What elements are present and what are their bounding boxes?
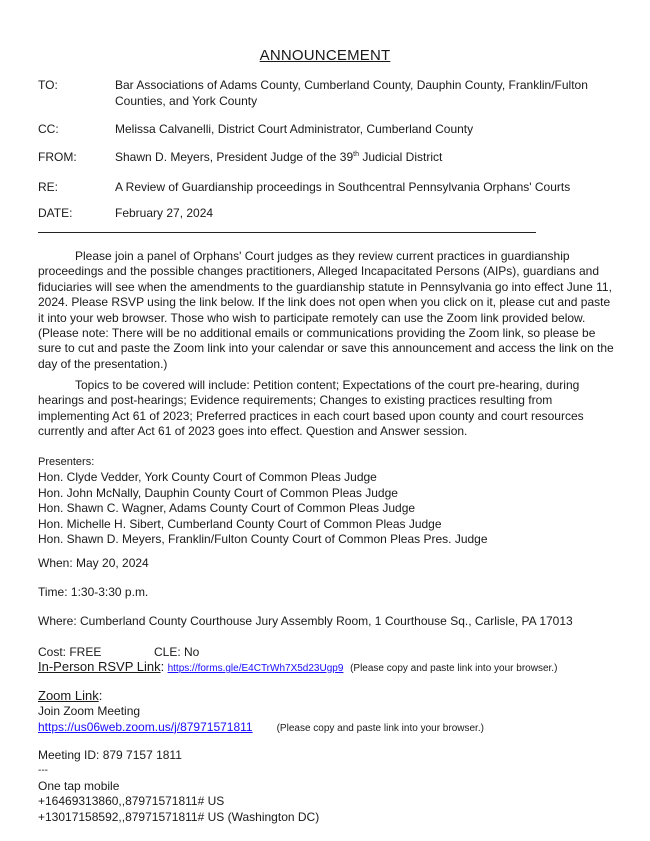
intro-paragraph: Please join a panel of Orphans' Court judges as they review current practices in guardianship proceedings and the possible changes practitioners, Alleged Incapacitated Persons (AIPs), guardians and fiduciaries will see when the amendments to the guardianship statute in Pennsylvania go into effect June 11, 2024. Please RSVP using the link below. If the link does not open when you click on it, please cut and paste it into your web browser. Those who wish to participate remotely can use the Zoom link provided below. (Please note: There will be no additional emails or communications providing the Zoom link, so please be sure to cut and paste the Zoom link into your calendar or save this announcement and access the link on the day of the presentation.) xyxy=(38,249,614,371)
header-divider xyxy=(38,232,536,233)
one-tap-heading: One tap mobile xyxy=(38,778,120,793)
phone-number: +16469313860,,87971571811# US xyxy=(38,794,225,809)
to-label: TO: xyxy=(38,78,58,92)
rsvp-row xyxy=(38,659,557,676)
date-value: February 27, 2024 xyxy=(115,206,214,220)
presenter-item: Hon. Michelle H. Sibert, Cumberland County Court of Common Pleas Judge xyxy=(38,516,442,531)
re-value: A Review of Guardianship proceedings in Southcentral Pennsylvania Orphans' Courts xyxy=(115,180,571,194)
zoom-join-text: Join Zoom Meeting xyxy=(38,704,141,719)
time-text: Time: 1:30-3:30 p.m. xyxy=(38,585,149,599)
meeting-info xyxy=(38,748,319,825)
zoom-section xyxy=(38,688,484,736)
rsvp-note: (Please copy and paste link into your browser.) xyxy=(350,663,558,674)
rsvp-link[interactable]: https://forms.gle/E4CTrWh7X5d23Ugp9 xyxy=(167,663,344,674)
rsvp-colon: : xyxy=(160,659,165,674)
cc-label: CC: xyxy=(38,122,59,136)
to-value: Bar Associations of Adams County, Cumberland County, Dauphin County, Franklin/Fulton Counties, and York County xyxy=(115,78,588,108)
presenters-heading: Presenters: xyxy=(38,456,95,468)
presenters-section xyxy=(38,455,488,547)
presenter-item: Hon. Clyde Vedder, York County Court of Common Pleas Judge xyxy=(38,470,377,485)
meeting-id: Meeting ID: 879 7157 1811 xyxy=(38,748,182,762)
from-value xyxy=(115,149,615,165)
where-text: Where: Cumberland County Courthouse Jury Assembly Room, 1 Courthouse Sq., Carlisle, PA 17013 xyxy=(38,614,573,628)
re-label: RE: xyxy=(38,180,59,194)
zoom-label: Zoom Link xyxy=(38,688,99,703)
cc-value: Melissa Calvanelli, District Court Administrator, Cumberland County xyxy=(115,122,474,136)
rsvp-label: In-Person RSVP Link xyxy=(38,659,161,674)
when-text: When: May 20, 2024 xyxy=(38,556,149,570)
topics-paragraph: Topics to be covered will include: Petition content; Expectations of the court pre-hearing, during hearings and post-hearings; Evidence requirements; Changes to existing practices resulting from implementing Act 61 of 2023; Preferred practices in each court based upon county and court resources currently and after Act 61 of 2023 goes into effect. Question and Answer session. xyxy=(38,378,584,439)
zoom-link[interactable]: https://us06web.zoom.us/j/87971571811 xyxy=(38,719,253,734)
zoom-note: (Please copy and paste link into your browser.) xyxy=(276,722,484,734)
from-value-text: Shawn D. Meyers, President Judge of the 39 xyxy=(115,150,354,164)
presenter-item: Hon. John McNally, Dauphin County Court of Common Pleas Judge xyxy=(38,485,398,500)
cost-text: Cost: FREE xyxy=(38,645,102,659)
date-label: DATE: xyxy=(38,206,73,220)
zoom-colon: : xyxy=(98,688,103,703)
from-value-ordinal: th xyxy=(353,151,359,158)
from-label: FROM: xyxy=(38,150,77,164)
cle-text: CLE: No xyxy=(154,645,200,659)
presenter-item: Hon. Shawn C. Wagner, Adams County Court of Common Pleas Judge xyxy=(38,501,416,516)
page-title: ANNOUNCEMENT xyxy=(259,47,391,64)
phone-number: +13017158592,,87971571811# US (Washington DC) xyxy=(38,809,320,824)
presenter-item: Hon. Shawn D. Meyers, Franklin/Fulton County Court of Common Pleas Pres. Judge xyxy=(38,532,488,547)
separator-text: --- xyxy=(38,765,48,777)
from-value-text-end: Judicial District xyxy=(358,150,443,164)
